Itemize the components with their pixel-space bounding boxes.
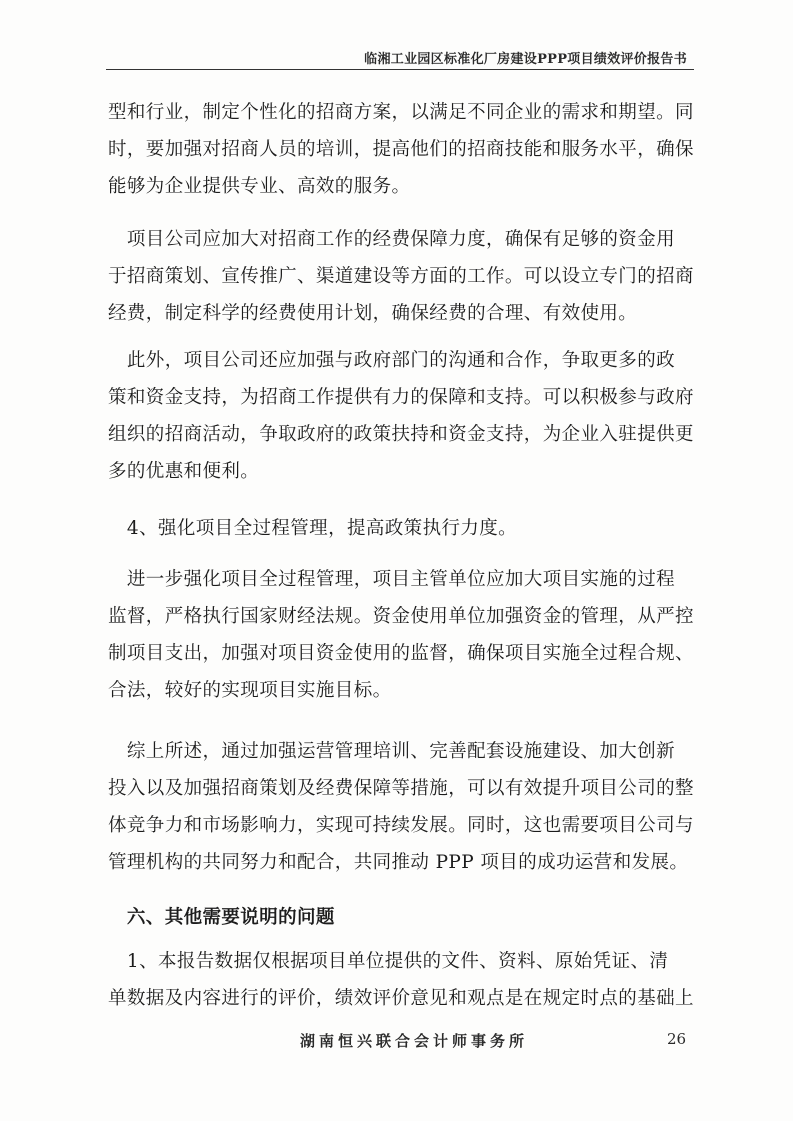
paragraph-line: 时，要加强对招商人员的培训，提高他们的招商技能和服务水平，确保 (108, 139, 694, 160)
paragraph-6 (108, 733, 698, 881)
footer-firm-name: 湖南恒兴联合会计师事务所 (300, 1032, 529, 1050)
paragraph-4 (108, 510, 698, 547)
header-title: 临湘工业园区标准化厂房建设PPP项目绩效评价报告书 (364, 52, 687, 67)
paragraph-7 (108, 943, 698, 1017)
paragraph-3 (108, 342, 698, 490)
paragraph-line: 组织的招商活动，争取政府的政策扶持和资金支持，为企业入驻提供更 (108, 424, 694, 445)
paragraph-line: 监督，严格执行国家财经法规。资金使用单位加强资金的管理，从严控 (108, 606, 694, 627)
paragraph-line: 体竞争力和市场影响力，实现可持续发展。同时，这也需要项目公司与 (108, 815, 694, 836)
paragraph-line: 型和行业，制定个性化的招商方案，以满足不同企业的需求和期望。同 (108, 102, 694, 123)
paragraph-line: 管理机构的共同努力和配合，共同推动 PPP 项目的成功运营和发展。 (108, 852, 689, 873)
paragraph-5 (108, 561, 698, 709)
section-heading-text: 六、其他需要说明的问题 (108, 907, 335, 928)
paragraph-line: 项目公司应加大对招商工作的经费保障力度，确保有足够的资金用 (108, 229, 676, 250)
paragraph-line: 单数据及内容进行的评价，绩效评价意见和观点是在规定时点的基础上 (108, 988, 694, 1009)
paragraph-line: 经费，制定科学的经费使用计划，确保经费的合理、有效使用。 (108, 303, 638, 324)
paragraph-1 (108, 94, 698, 205)
paragraph-line: 综上所述，通过加强运营管理培训、完善配套设施建设、加大创新 (108, 741, 676, 762)
paragraph-line: 能够为企业提供专业、高效的服务。 (108, 176, 411, 197)
paragraph-line: 1、本报告数据仅根据项目单位提供的文件、资料、原始凭证、清 (108, 951, 669, 972)
header-rule (106, 69, 694, 70)
paragraph-line: 此外，项目公司还应加强与政府部门的沟通和合作，争取更多的政 (108, 350, 676, 371)
paragraph-line: 进一步强化项目全过程管理，项目主管单位应加大项目实施的过程 (108, 569, 676, 590)
section-heading (108, 899, 698, 936)
paragraph-line: 合法，较好的实现项目实施目标。 (108, 680, 392, 701)
paragraph-line: 投入以及加强招商策划及经费保障等措施，可以有效提升项目公司的整 (108, 778, 694, 799)
paragraph-line: 多的优惠和便利。 (108, 461, 260, 482)
paragraph-line: 制项目支出，加强对项目资金使用的监督，确保项目实施全过程合规、 (108, 643, 694, 664)
page-number: 26 (667, 1030, 687, 1048)
paragraph-line: 于招商策划、宣传推广、渠道建设等方面的工作。可以设立专门的招商 (108, 266, 694, 287)
paragraph-2 (108, 221, 698, 332)
paragraph-line: 策和资金支持，为招商工作提供有力的保障和支持。可以积极参与政府 (108, 387, 694, 408)
paragraph-line: 4、强化项目全过程管理，提高政策执行力度。 (108, 518, 518, 539)
